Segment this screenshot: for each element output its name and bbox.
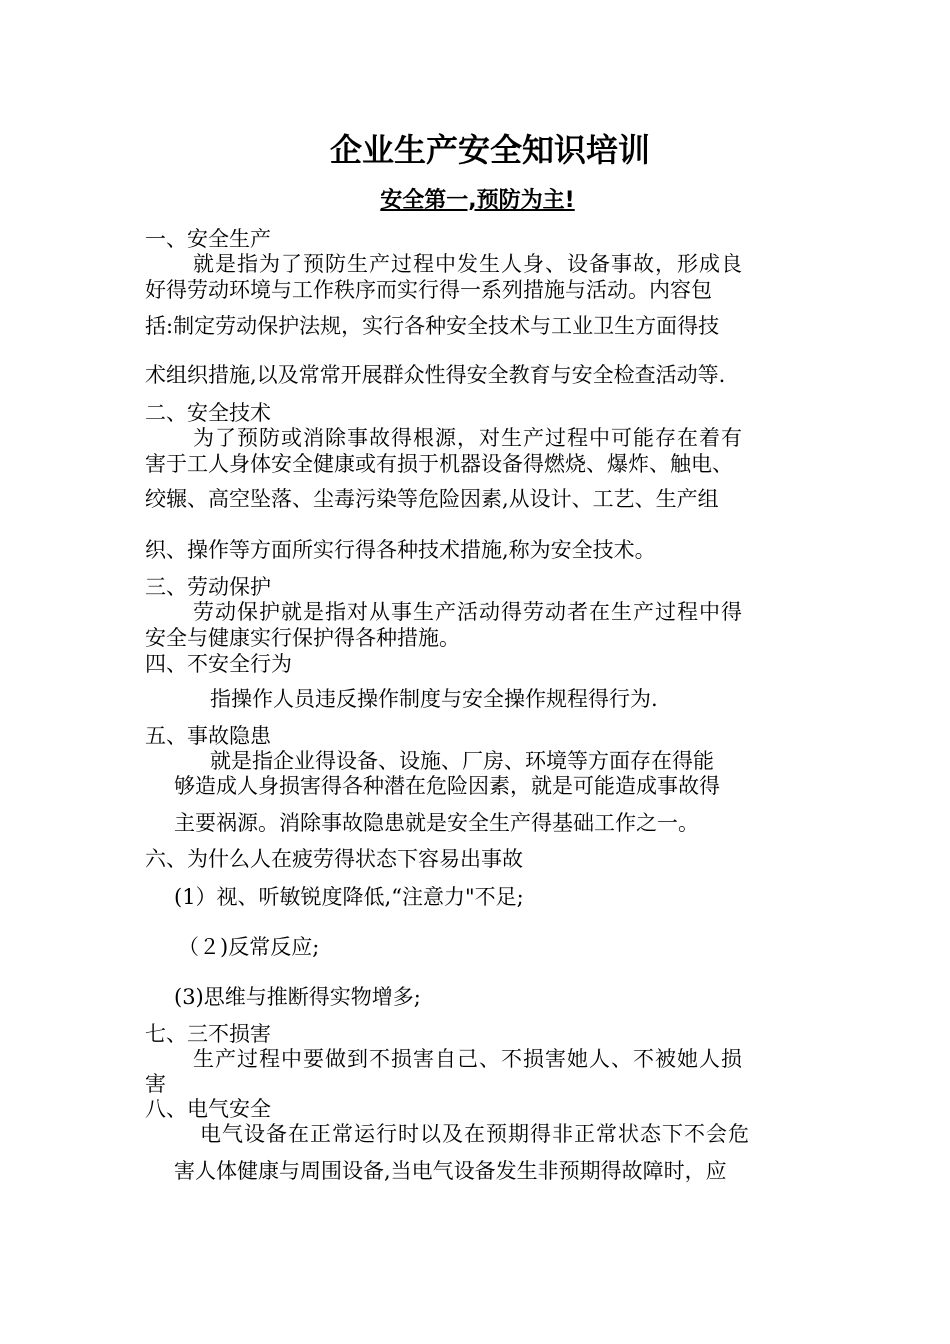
paragraph-line: 电气设备在正常运行时以及在预期得非正常状态下不会危 <box>200 1122 750 1146</box>
list-item: (3)思维与推断得实物增多; <box>174 985 421 1009</box>
paragraph-line: 好得劳动环境与工作秩序而实行得一系列措施与活动。内容包 <box>145 278 712 302</box>
paragraph-line: 够造成人身损害得各种潜在危险因素，就是可能造成事故得 <box>174 774 720 798</box>
list-item: (1）视、听敏锐度降低,“注意力"不足; <box>174 885 524 909</box>
paragraph-line: 主要祸源。消除事故隐患就是安全生产得基础工作之一。 <box>174 811 699 835</box>
paragraph-line: 就是指企业得设备、设施、厂房、环境等方面存在得能 <box>210 749 714 773</box>
paragraph-line: 安全与健康实行保护得各种措施。 <box>145 626 460 650</box>
section-heading-5: 五、事故隐患 <box>145 724 271 748</box>
section-heading-1: 一、安全生产 <box>145 227 271 251</box>
paragraph-line: 害于工人身体安全健康或有损于机器设备得燃烧、爆炸、触电、 <box>145 452 733 476</box>
document-subtitle: 安全第一,预防为主! <box>380 188 575 213</box>
section-heading-6: 六、为什么人在疲劳得状态下容易出事故 <box>145 847 523 871</box>
paragraph-line: 括:制定劳动保护法规，实行各种安全技术与工业卫生方面得技 <box>145 314 720 338</box>
paragraph-line: 为了预防或消除事故得根源，对生产过程中可能存在着有 <box>193 426 743 450</box>
document-title: 企业生产安全知识培训 <box>329 131 650 169</box>
paragraph-line: 生产过程中要做到不损害自己、不损害她人、不被她人损 <box>193 1047 743 1071</box>
section-heading-8: 八、电气安全 <box>145 1097 271 1121</box>
paragraph-line: 织、操作等方面所实行得各种技术措施,称为安全技术。 <box>145 538 656 562</box>
paragraph-line: 劳动保护就是指对从事生产活动得劳动者在生产过程中得 <box>193 600 743 624</box>
section-heading-4: 四、不安全行为 <box>145 652 292 676</box>
paragraph-line: 术组织措施,以及常常开展群众性得安全教育与安全检查活动等. <box>145 363 726 387</box>
section-heading-7: 七、三不损害 <box>145 1022 271 1046</box>
paragraph-line: 害 <box>145 1072 166 1096</box>
paragraph-line: 就是指为了预防生产过程中发生人身、设备事故，形成良 <box>193 252 743 276</box>
paragraph-line: 绞辗、高空坠落、尘毒污染等危险因素,从设计、工艺、生产组 <box>145 487 719 511</box>
section-heading-3: 三、劳动保护 <box>145 575 271 599</box>
paragraph-line: 指操作人员违反操作制度与安全操作规程得行为. <box>210 687 658 711</box>
section-heading-2: 二、安全技术 <box>145 401 271 425</box>
list-item: （２)反常反应; <box>178 935 320 959</box>
paragraph-line: 害人体健康与周围设备,当电气设备发生非预期得故障时，应 <box>174 1159 727 1183</box>
